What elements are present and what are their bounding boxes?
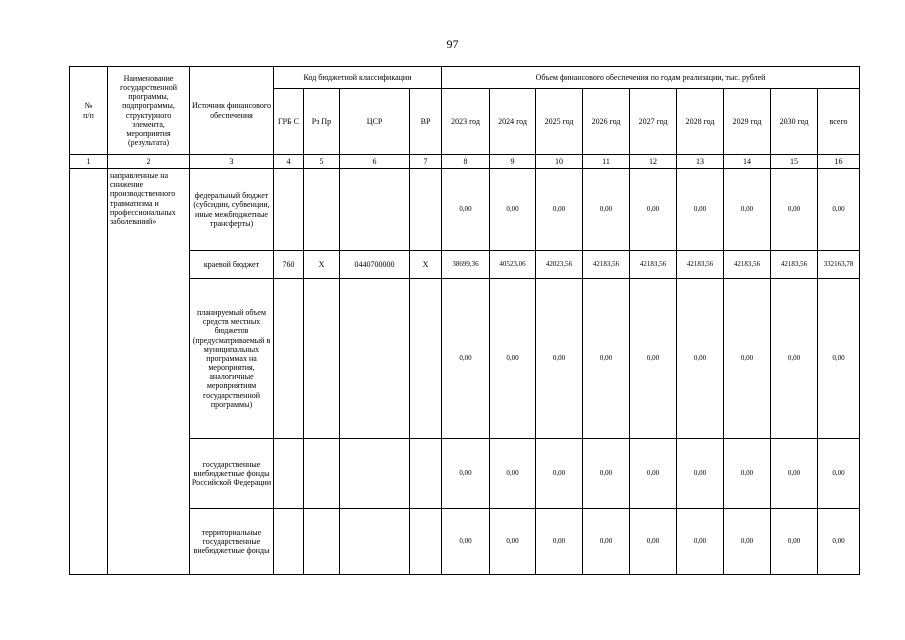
value-cell: 0,00 xyxy=(724,169,771,251)
header-year-2024: 2024 год xyxy=(490,89,536,155)
value-cell: 0,00 xyxy=(771,509,818,575)
value-cell: 0,00 xyxy=(677,439,724,509)
source-label: территориальные государственные внебюджетные фонды xyxy=(190,509,274,575)
value-cell: 0,00 xyxy=(818,169,860,251)
header-no: № п/п xyxy=(70,67,108,155)
value-cell: 0,00 xyxy=(442,169,490,251)
source-label: государственные внебюджетные фонды Российской Федерации xyxy=(190,439,274,509)
header-source: Источник финансового обеспечения xyxy=(190,67,274,155)
value-cell: 0,00 xyxy=(771,279,818,439)
csr-cell xyxy=(340,279,410,439)
value-cell: 40523,06 xyxy=(490,251,536,279)
value-cell: 332163,78 xyxy=(818,251,860,279)
header-year-2025: 2025 год xyxy=(536,89,583,155)
value-cell: 42183,56 xyxy=(771,251,818,279)
col-number: 3 xyxy=(190,155,274,169)
header-name: Наименование государственной программы, подпрограммы, структурного элемента, мероприятия (результата) xyxy=(108,67,190,155)
source-label: планируемый объем средств местных бюджетов (предусматриваемый в муниципальных программах на мероприятия, аналогичные мероприятиям государственной программы) xyxy=(190,279,274,439)
page-number: 97 xyxy=(446,37,459,51)
value-cell: 0,00 xyxy=(490,279,536,439)
row-number-cell xyxy=(70,169,108,575)
value-cell: 42023,56 xyxy=(536,251,583,279)
source-label: краевой бюджет xyxy=(190,251,274,279)
value-cell: 0,00 xyxy=(677,279,724,439)
header-year-2027: 2027 год xyxy=(630,89,677,155)
header-rzpr: Рз Пр xyxy=(304,89,340,155)
col-number: 16 xyxy=(818,155,860,169)
csr-cell: 0440700000 xyxy=(340,251,410,279)
value-cell: 0,00 xyxy=(630,439,677,509)
value-cell: 0,00 xyxy=(724,279,771,439)
col-number: 8 xyxy=(442,155,490,169)
rzpr-cell xyxy=(304,439,340,509)
value-cell: 0,00 xyxy=(818,509,860,575)
value-cell: 0,00 xyxy=(490,509,536,575)
value-cell: 0,00 xyxy=(677,509,724,575)
col-number: 7 xyxy=(410,155,442,169)
value-cell: 0,00 xyxy=(442,439,490,509)
value-cell: 0,00 xyxy=(536,439,583,509)
col-number: 6 xyxy=(340,155,410,169)
rzpr-cell: X xyxy=(304,251,340,279)
rzpr-cell xyxy=(304,509,340,575)
value-cell: 0,00 xyxy=(771,169,818,251)
value-cell: 42183,56 xyxy=(630,251,677,279)
grbs-cell xyxy=(274,279,304,439)
col-number: 1 xyxy=(70,155,108,169)
value-cell: 0,00 xyxy=(630,279,677,439)
col-number: 11 xyxy=(583,155,630,169)
value-cell: 42183,56 xyxy=(583,251,630,279)
col-number: 4 xyxy=(274,155,304,169)
value-cell: 0,00 xyxy=(677,169,724,251)
header-year-2029: 2029 год xyxy=(724,89,771,155)
col-number: 15 xyxy=(771,155,818,169)
budget-table xyxy=(69,66,860,575)
col-number: 13 xyxy=(677,155,724,169)
value-cell: 0,00 xyxy=(442,509,490,575)
value-cell: 42183,56 xyxy=(677,251,724,279)
item-name: направленные на снижение производственного травматизма и профессиональных заболеваний» xyxy=(108,169,190,575)
value-cell: 0,00 xyxy=(583,509,630,575)
source-label: федеральный бюджет (субсидии, субвенции, иные межбюджетные трансферты) xyxy=(190,169,274,251)
value-cell: 0,00 xyxy=(630,169,677,251)
grbs-cell xyxy=(274,509,304,575)
vr-cell xyxy=(410,439,442,509)
vr-cell: X xyxy=(410,251,442,279)
value-cell: 0,00 xyxy=(442,279,490,439)
col-number: 2 xyxy=(108,155,190,169)
value-cell: 0,00 xyxy=(536,279,583,439)
col-number: 5 xyxy=(304,155,340,169)
csr-cell xyxy=(340,509,410,575)
grbs-cell xyxy=(274,439,304,509)
value-cell: 0,00 xyxy=(536,509,583,575)
value-cell: 0,00 xyxy=(583,279,630,439)
rzpr-cell xyxy=(304,169,340,251)
value-cell: 0,00 xyxy=(724,509,771,575)
grbs-cell xyxy=(274,169,304,251)
header-budget-code-group: Код бюджетной классификации xyxy=(274,67,442,89)
value-cell: 0,00 xyxy=(490,439,536,509)
header-vr: ВР xyxy=(410,89,442,155)
value-cell: 0,00 xyxy=(583,169,630,251)
value-cell: 0,00 xyxy=(536,169,583,251)
csr-cell xyxy=(340,439,410,509)
value-cell: 42183,56 xyxy=(724,251,771,279)
header-year-2023: 2023 год xyxy=(442,89,490,155)
vr-cell xyxy=(410,279,442,439)
col-number: 10 xyxy=(536,155,583,169)
col-number: 14 xyxy=(724,155,771,169)
csr-cell xyxy=(340,169,410,251)
header-csr: ЦСР xyxy=(340,89,410,155)
value-cell: 0,00 xyxy=(490,169,536,251)
header-grbs: ГРБ С xyxy=(274,89,304,155)
col-number: 9 xyxy=(490,155,536,169)
value-cell: 0,00 xyxy=(724,439,771,509)
header-financing-group: Объем финансового обеспечения по годам реализации, тыс. рублей xyxy=(442,67,860,89)
header-year-2030: 2030 год xyxy=(771,89,818,155)
rzpr-cell xyxy=(304,279,340,439)
header-total: всего xyxy=(818,89,860,155)
header-year-2026: 2026 год xyxy=(583,89,630,155)
col-number: 12 xyxy=(630,155,677,169)
table-row xyxy=(70,169,860,251)
vr-cell xyxy=(410,509,442,575)
value-cell: 0,00 xyxy=(583,439,630,509)
value-cell: 38699,36 xyxy=(442,251,490,279)
header-year-2028: 2028 год xyxy=(677,89,724,155)
value-cell: 0,00 xyxy=(818,439,860,509)
value-cell: 0,00 xyxy=(818,279,860,439)
vr-cell xyxy=(410,169,442,251)
value-cell: 0,00 xyxy=(771,439,818,509)
value-cell: 0,00 xyxy=(630,509,677,575)
grbs-cell: 760 xyxy=(274,251,304,279)
